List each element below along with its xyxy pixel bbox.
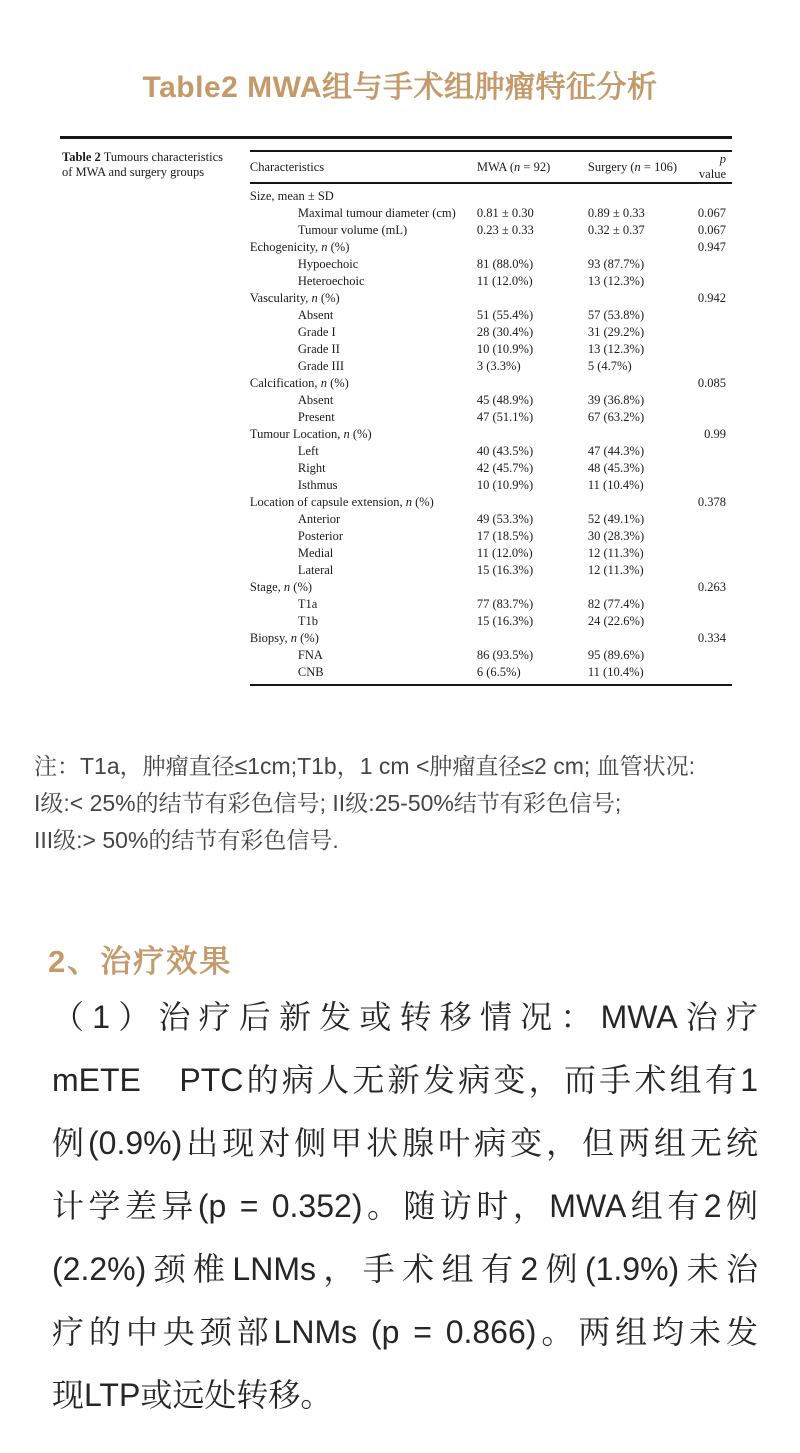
mwa-value: 6 (6.5%) [476,665,521,679]
p-value: 0.99 [704,427,726,441]
surgery-value [588,494,698,511]
table-row [250,494,732,511]
row-label: Grade I [297,325,336,339]
mwa-value [477,188,588,205]
mwa-value [477,630,588,647]
mwa-value: 49 (53.3%) [476,512,534,526]
row-label: Stage, n (%) [249,580,313,594]
p-value [698,409,732,426]
row-label: Tumour volume (mL) [297,223,408,237]
p-value [698,477,732,494]
mwa-value: 0.23 ± 0.33 [476,223,534,237]
row-label: Biopsy, n (%) [249,631,319,645]
paragraph-line: （1）治疗后新发或转移情况：MWA治疗 [52,999,758,1035]
table-caption-text: Tumours characteristics of MWA and surgery groups [62,150,224,179]
table-row [250,647,732,664]
surgery-value: 39 (36.8%) [587,393,645,407]
mwa-value: 81 (88.0%) [476,257,534,271]
row-label: Anterior [297,512,341,526]
row-label: Heteroechoic [297,274,365,288]
p-value [698,341,732,358]
row-label: Lateral [297,563,334,577]
surgery-value: 13 (12.3%) [587,342,645,356]
row-label: CNB [297,665,324,679]
surgery-value: 11 (10.4%) [587,478,644,492]
p-value: 0.378 [697,495,726,509]
table-row [250,205,732,222]
row-label: T1b [297,614,319,628]
p-value [698,664,732,681]
mwa-value [477,579,588,596]
row-label: Present [297,410,335,424]
p-value [698,511,732,528]
row-label: FNA [297,648,323,662]
table-row [250,256,732,273]
p-value [698,545,732,562]
surgery-value: 13 (12.3%) [587,274,645,288]
p-value [698,443,732,460]
table-row [250,613,732,630]
surgery-value: 30 (28.3%) [587,529,645,543]
note-line: III级:> 50%的结节有彩色信号. [34,827,339,853]
p-value [698,324,732,341]
surgery-value: 0.89 ± 0.33 [587,206,645,220]
mwa-value: 40 (43.5%) [476,444,534,458]
table-row [250,545,732,562]
row-label: Vascularity, n (%) [249,291,340,305]
row-label: Echogenicity, n (%) [249,240,350,254]
table-header-row [250,152,732,184]
table2-scan-figure [60,136,732,686]
surgery-value [588,426,698,443]
mwa-value [477,494,588,511]
row-label: Right [297,461,326,475]
p-value: 0.067 [697,223,726,237]
body-paragraph [52,986,758,1427]
p-value [698,307,732,324]
row-label: Hypoechoic [297,257,359,271]
row-label: Maximal tumour diameter (cm) [297,206,456,220]
paragraph-line: (2.2%)颈椎LNMs，手术组有2例(1.9%)未治 [52,1251,758,1287]
table-row [250,426,732,443]
mwa-value [477,426,588,443]
table-row [250,664,732,681]
table-row [250,392,732,409]
surgery-value: 5 (4.7%) [587,359,632,373]
table-caption-label: Table 2 [62,150,101,164]
table-row [250,528,732,545]
row-label: Absent [297,308,334,322]
column-header: MWA (n = 92) [476,159,551,174]
p-value: 0.942 [697,291,726,305]
p-value [698,528,732,545]
surgery-value [588,630,698,647]
surgery-value: 47 (44.3%) [587,444,645,458]
row-label: Grade III [297,359,345,373]
paragraph-line: mETE PTC的病人无新发病变，而手术组有1 [52,1062,758,1098]
mwa-value [477,290,588,307]
p-value [698,392,732,409]
p-value: 0.334 [697,631,726,645]
mwa-value: 47 (51.1%) [476,410,534,424]
journal-table [250,150,732,686]
row-label: Tumour Location, n (%) [249,427,372,441]
p-value [698,596,732,613]
table-row [250,596,732,613]
p-value [698,273,732,290]
paragraph-line: 计学差异(p = 0.352)。随访时，MWA组有2例 [52,1188,758,1224]
surgery-value: 24 (22.6%) [587,614,645,628]
mwa-value: 11 (12.0%) [476,546,533,560]
p-value [698,256,732,273]
table-note [34,748,779,859]
p-value [698,358,732,375]
mwa-value: 10 (10.9%) [476,478,534,492]
table-row [250,273,732,290]
surgery-value [588,579,698,596]
mwa-value: 3 (3.3%) [476,359,521,373]
table-row [250,222,732,239]
table-row [250,324,732,341]
table-row [250,409,732,426]
surgery-value [588,239,698,256]
surgery-value: 11 (10.4%) [587,665,644,679]
row-label: Isthmus [297,478,338,492]
mwa-value [477,239,588,256]
mwa-value: 15 (16.3%) [476,614,534,628]
table-row [250,358,732,375]
surgery-value: 31 (29.2%) [587,325,645,339]
mwa-value: 0.81 ± 0.30 [476,206,534,220]
note-line: I级:< 25%的结节有彩色信号; II级:25-50%结节有彩色信号; [34,790,622,816]
table-caption [60,139,250,686]
table-row [250,239,732,256]
p-value [698,562,732,579]
paragraph-line: 例(0.9%)出现对侧甲状腺叶病变，但两组无统 [52,1125,758,1161]
paragraph-line: 疗的中央颈部LNMs (p = 0.866)。两组均未发 [52,1314,758,1350]
p-value [698,647,732,664]
table-row [250,579,732,596]
mwa-value: 17 (18.5%) [476,529,534,543]
row-label: Location of capsule extension, n (%) [249,495,434,509]
table-row [250,562,732,579]
p-value [698,613,732,630]
surgery-value: 12 (11.3%) [587,546,644,560]
section-heading: 2、治疗效果 [48,944,233,979]
row-label: Posterior [297,529,344,543]
p-value: 0.067 [697,206,726,220]
surgery-value: 0.32 ± 0.37 [587,223,645,237]
mwa-value: 10 (10.9%) [476,342,534,356]
table-body [250,184,732,684]
table-row [250,477,732,494]
surgery-value [588,290,698,307]
surgery-value: 52 (49.1%) [587,512,645,526]
surgery-value [588,375,698,392]
mwa-value: 28 (30.4%) [476,325,534,339]
column-header: Surgery (n = 106) [587,159,677,174]
surgery-value: 93 (87.7%) [587,257,645,271]
mwa-value: 86 (93.5%) [476,648,534,662]
mwa-value: 45 (48.9%) [476,393,534,407]
note-line: 注：T1a，肿瘤直径≤1cm;T1b，1 cm <肿瘤直径≤2 cm; 血管状况: [34,753,696,779]
surgery-value: 82 (77.4%) [587,597,645,611]
mwa-value [477,375,588,392]
p-value: 0.947 [697,240,726,254]
table-row [250,375,732,392]
row-label: Absent [297,393,334,407]
table-row [250,630,732,647]
row-label: Size, mean ± SD [249,189,334,203]
row-label: Calcification, n (%) [249,376,349,390]
row-label: Grade II [297,342,340,356]
mwa-value: 42 (45.7%) [476,461,534,475]
table-row [250,290,732,307]
mwa-value: 11 (12.0%) [476,274,533,288]
page-title: Table2 MWA组与手术组肿瘤特征分析 [142,71,658,105]
row-label: Medial [297,546,334,560]
surgery-value: 57 (53.8%) [587,308,645,322]
column-header: p value [698,152,726,181]
p-value [698,460,732,477]
mwa-value: 51 (55.4%) [476,308,534,322]
surgery-value [588,188,698,205]
surgery-value: 48 (45.3%) [587,461,645,475]
table-row [250,511,732,528]
table-row [250,460,732,477]
p-value: 0.263 [697,580,726,594]
mwa-value: 15 (16.3%) [476,563,534,577]
row-label: T1a [297,597,318,611]
table-row [250,307,732,324]
p-value [698,188,732,205]
surgery-value: 95 (89.6%) [587,648,645,662]
table-row [250,443,732,460]
surgery-value: 12 (11.3%) [587,563,644,577]
mwa-value: 77 (83.7%) [476,597,534,611]
row-label: Left [297,444,319,458]
column-header: Characteristics [249,159,325,174]
p-value: 0.085 [697,376,726,390]
surgery-value: 67 (63.2%) [587,410,645,424]
table-row [250,188,732,205]
paragraph-line: 现LTP或远处转移。 [52,1377,333,1413]
table-row [250,341,732,358]
